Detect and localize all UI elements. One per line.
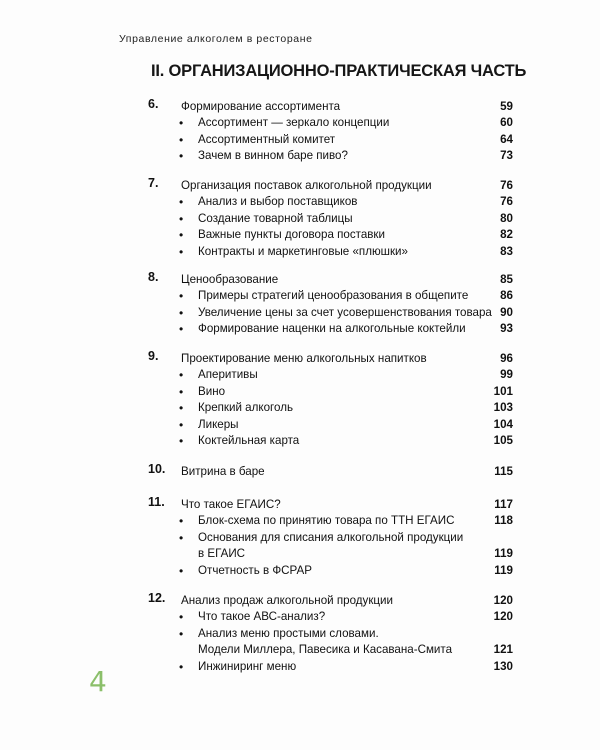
toc-item-row xyxy=(0,304,600,322)
bullet-icon: • xyxy=(179,244,184,259)
item-title: Ликеры xyxy=(198,417,239,431)
item-page: 103 xyxy=(493,401,513,415)
toc-item-row xyxy=(0,320,600,338)
item-title: Ассортимент — зеркало концепции xyxy=(198,116,390,130)
item-title: Увеличение цены за счет усовершенствования товара xyxy=(198,305,492,319)
toc-item-row xyxy=(0,625,600,643)
item-page: 90 xyxy=(500,305,513,319)
item-page: 121 xyxy=(493,643,513,657)
item-title: Отчетность в ФСРАР xyxy=(198,563,312,577)
toc-item-row xyxy=(0,114,600,132)
bullet-icon: • xyxy=(179,563,184,578)
item-title: Инжиниринг меню xyxy=(198,659,297,673)
bullet-icon: • xyxy=(179,228,184,243)
chapter-number: 11. xyxy=(148,495,165,509)
item-page: 80 xyxy=(500,211,513,225)
item-title: Аперитивы xyxy=(198,368,258,382)
toc-chapter-row xyxy=(0,350,600,368)
bullet-icon: • xyxy=(179,384,184,399)
item-page: 76 xyxy=(500,195,513,209)
chapter-number: 10. xyxy=(148,462,166,476)
chapter-title: Проектирование меню алкогольных напитков xyxy=(181,352,427,365)
chapter-number: 6. xyxy=(148,97,159,111)
chapter-title: Ценообразование xyxy=(181,273,279,286)
chapter-number: 9. xyxy=(148,349,159,363)
chapter-title: Витрина в баре xyxy=(181,465,265,478)
toc-item-row xyxy=(0,287,600,305)
bullet-icon: • xyxy=(179,401,184,416)
toc-item-row xyxy=(0,608,600,626)
chapter-page: 117 xyxy=(494,498,513,511)
toc-item-row xyxy=(0,432,600,450)
item-title: Анализ и выбор поставщиков xyxy=(198,195,358,209)
bullet-icon: • xyxy=(179,368,184,383)
bullet-icon: • xyxy=(179,322,184,337)
item-title: Ассортиментный комитет xyxy=(198,132,336,146)
item-title: Блок-схема по принятию товара по ТТН ЕГАИС xyxy=(198,514,455,528)
bullet-icon: • xyxy=(179,289,184,304)
item-title: Анализ меню простыми словами. xyxy=(198,626,379,640)
item-page: 104 xyxy=(493,417,513,431)
item-page: 73 xyxy=(500,149,513,163)
toc-item-row xyxy=(0,529,600,547)
item-page: 130 xyxy=(493,659,513,673)
toc-item-row xyxy=(0,512,600,530)
toc-item-row xyxy=(0,243,600,261)
toc-item-row xyxy=(0,226,600,244)
bullet-icon: • xyxy=(179,530,184,545)
toc-chapter-row xyxy=(0,98,600,116)
item-title: Крепкий алкоголь xyxy=(198,401,294,415)
bullet-icon: • xyxy=(179,132,184,147)
toc-item-row xyxy=(0,193,600,211)
toc-item-row xyxy=(0,399,600,417)
bullet-icon: • xyxy=(179,434,184,448)
item-title: Коктейльная карта xyxy=(198,434,300,447)
chapter-title: Формирование ассортимента xyxy=(181,100,341,113)
item-page: 82 xyxy=(500,228,513,242)
item-page: 120 xyxy=(493,610,513,624)
item-title: Создание товарной таблицы xyxy=(198,211,353,225)
chapter-title: Организация поставок алкогольной продукции xyxy=(181,179,432,192)
bullet-icon: • xyxy=(179,116,184,131)
bullet-icon: • xyxy=(179,514,184,529)
item-page: 105 xyxy=(493,434,513,447)
page-number: 4 xyxy=(89,665,107,698)
item-page: 86 xyxy=(500,289,513,303)
item-title: Вино xyxy=(198,384,226,398)
item-title: Зачем в винном баре пиво? xyxy=(198,149,348,163)
toc-item-row xyxy=(0,147,600,165)
item-page: 93 xyxy=(500,322,513,336)
chapter-page: 120 xyxy=(493,594,513,607)
bullet-icon: • xyxy=(179,659,184,674)
chapter-title: Что такое ЕГАИС? xyxy=(181,498,281,511)
chapter-page: 59 xyxy=(500,100,513,113)
running-head: Управление алкоголем в ресторане xyxy=(119,33,313,45)
toc-item-row xyxy=(0,562,600,580)
toc-item-row xyxy=(0,416,600,434)
item-page: 83 xyxy=(500,244,513,258)
chapter-page: 85 xyxy=(500,273,513,286)
item-title: Что такое АВС-анализ? xyxy=(198,610,326,624)
bullet-icon: • xyxy=(179,305,184,320)
item-page: 119 xyxy=(494,563,513,577)
chapter-page: 96 xyxy=(500,352,513,365)
toc-chapter-row xyxy=(0,496,600,514)
item-title: Примеры стратегий ценообразования в общепите xyxy=(198,289,469,303)
bullet-icon: • xyxy=(179,195,184,210)
item-page: 64 xyxy=(500,132,513,146)
item-page: 101 xyxy=(493,384,513,398)
toc-item-row xyxy=(0,131,600,149)
chapter-number: 8. xyxy=(148,270,159,284)
item-title: Важные пункты договора поставки xyxy=(198,228,385,242)
item-title: в ЕГАИС xyxy=(198,547,246,561)
chapter-page: 115 xyxy=(494,465,513,478)
bullet-icon: • xyxy=(179,417,184,432)
toc-item-row xyxy=(0,641,600,659)
toc-item-row xyxy=(0,383,600,401)
item-title: Основания для списания алкогольной продукции xyxy=(198,530,464,544)
bullet-icon: • xyxy=(179,149,184,164)
toc-item-row xyxy=(0,366,600,384)
toc-chapter-row xyxy=(0,177,600,195)
bullet-icon: • xyxy=(179,626,184,641)
toc-chapter-row xyxy=(0,463,600,481)
item-title: Формирование наценки на алкогольные коктейли xyxy=(198,322,466,336)
bullet-icon: • xyxy=(179,610,184,625)
item-page: 60 xyxy=(500,116,513,130)
toc-item-row xyxy=(0,210,600,228)
chapter-page: 76 xyxy=(500,179,513,192)
item-page: 119 xyxy=(494,547,513,561)
toc-chapter-row xyxy=(0,592,600,610)
section-title: II. ОРГАНИЗАЦИОННО-ПРАКТИЧЕСКАЯ ЧАСТЬ xyxy=(151,62,527,80)
bullet-icon: • xyxy=(179,211,184,226)
chapter-number: 12. xyxy=(148,591,166,605)
chapter-number: 7. xyxy=(148,176,159,190)
item-page: 99 xyxy=(500,368,513,382)
item-title: Контракты и маркетинговые «плюшки» xyxy=(198,244,408,258)
toc-item-row xyxy=(0,545,600,563)
chapter-title: Анализ продаж алкогольной продукции xyxy=(181,594,393,607)
toc-chapter-row xyxy=(0,271,600,289)
item-page: 118 xyxy=(494,514,513,528)
item-title: Модели Миллера, Павесика и Касавана-Смита xyxy=(198,643,453,657)
